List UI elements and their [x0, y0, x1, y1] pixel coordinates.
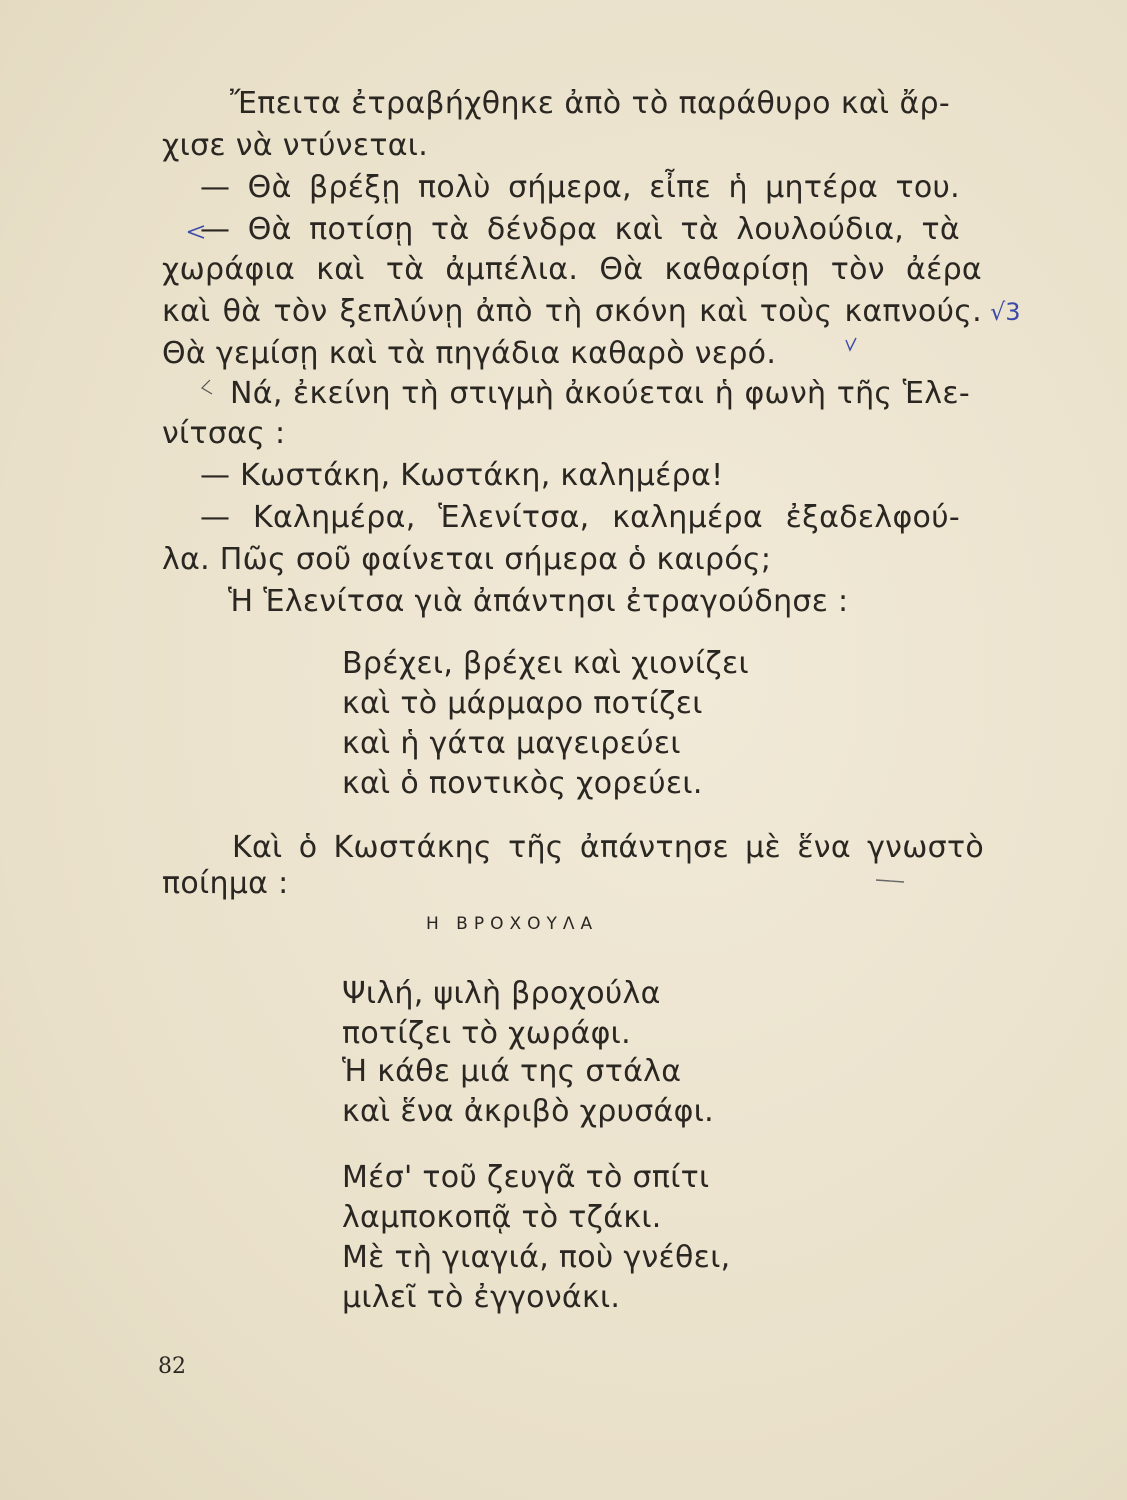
text-line-3: — Θὰ βρέξῃ πολὺ σήμερα, εἶπε ἡ μητέρα του.	[200, 170, 960, 205]
reply-line-2: ποίημα :	[162, 866, 289, 901]
stanza1-line-4: καὶ ἕνα ἀκριβὸ χρυσάφι.	[342, 1094, 715, 1129]
text-line-10: — Κωστάκη, Κωστάκη, καλημέρα!	[200, 458, 724, 493]
reply-line-1: Καὶ ὁ Κωστάκης τῆς ἀπάντησε μὲ ἕνα γνωστὸ	[232, 830, 984, 865]
handwritten-mark: √3	[990, 298, 1021, 326]
song-line-4: καὶ ὁ ποντικὸς χορεύει.	[342, 766, 703, 801]
song-line-3: καὶ ἡ γάτα μαγειρεύει	[342, 726, 681, 761]
text-line-9: νίτσας :	[162, 416, 286, 451]
stanza2-line-3: Μὲ τὴ γιαγιά, ποὺ γνέθει,	[342, 1240, 731, 1275]
arrow-mark	[188, 226, 204, 238]
page-number: 82	[158, 1354, 186, 1379]
song-line-1: Βρέχει, βρέχει καὶ χιονίζει	[342, 646, 749, 681]
poem-title: Η ΒΡΟΧΟΥΛΑ	[426, 914, 599, 934]
text-line-6: καὶ θὰ τὸν ξεπλύνῃ ἀπὸ τὴ σκόνη καὶ τοὺς καπνούς.	[162, 294, 982, 329]
text-line-5: χωράφια καὶ τὰ ἀμπέλια. Θὰ καθαρίσῃ τὸν ἀέρα	[162, 252, 982, 287]
text-line-7: Θὰ γεμίσῃ καὶ τὰ πηγάδια καθαρὸ νερό.	[162, 336, 777, 371]
stanza1-line-2: ποτίζει τὸ χωράφι.	[342, 1016, 631, 1051]
dash-mark	[876, 880, 904, 882]
text-line-13: Ἡ Ἑλενίτσα γιὰ ἀπάντησι ἐτραγούδησε :	[228, 584, 849, 619]
text-line-12: λα. Πῶς σοῦ φαίνεται σήμερα ὁ καιρός;	[162, 542, 772, 577]
stanza1-line-3: Ἡ κάθε μιά της στάλα	[342, 1054, 682, 1089]
text-line-1: Ἔπειτα ἐτραβήχθηκε ἀπὸ τὸ παράθυρο καὶ ἄρ-	[230, 86, 950, 121]
text-line-4: — Θὰ ποτίσῃ τὰ δένδρα καὶ τὰ λουλούδια, τὰ	[200, 212, 960, 247]
song-line-2: καὶ τὸ μάρμαρο ποτίζει	[342, 686, 703, 721]
stanza1-line-1: Ψιλή, ψιλὴ βροχούλα	[342, 976, 661, 1011]
text-line-11: — Καλημέρα, Ἑλενίτσα, καλημέρα ἐξαδελφού-	[200, 500, 960, 535]
bracket-mark	[202, 380, 212, 394]
stanza2-line-1: Μέσ' τοῦ ζευγᾶ τὸ σπίτι	[342, 1160, 710, 1195]
text-line-8: Νά, ἐκείνη τὴ στιγμὴ ἀκούεται ἡ φωνὴ τῆς Ἑλε-	[230, 376, 970, 411]
stanza2-line-2: λαμποκοπᾷ τὸ τζάκι.	[342, 1200, 662, 1235]
stanza2-line-4: μιλεῖ τὸ ἐγγονάκι.	[342, 1280, 621, 1315]
check-mark	[846, 338, 856, 350]
text-line-2: χισε νὰ ντύνεται.	[162, 128, 429, 163]
